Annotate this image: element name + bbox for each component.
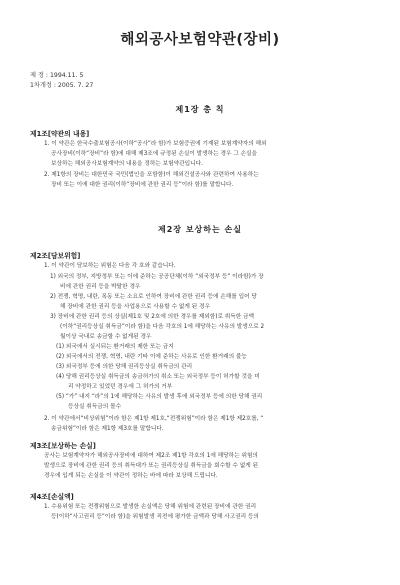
text-line: 경우에 입게 되는 손실을 이 약관이 정하는 바에 따라 보상해 드립니다. [44,473,218,479]
list-item: (1) 외국에서 실시되는 환거래의 제한 또는 금지 [56,344,174,350]
text-line: 송금위험”이라 함은 제1항 제3호를 말합니다. [51,426,164,432]
article-4-title: 제4조[손실액] [30,493,74,501]
text-line: 장비 또는 이에 대한 권리(이하“장비에 관한 권리 등”이라 함)를 말합니다. [51,182,234,188]
chapter-1-heading: 제1장 총 칙 [175,105,225,114]
list-item: 비에 관한 권리 등을 박탈한 경우 [60,284,141,290]
chapter-2-heading: 제2장 보상하는 손실 [158,225,242,234]
list-item: (4) 당해 권리등상실 취득금의 송금허가의 취소 또는 외국정부 등이 허가할 것을 미 [56,374,260,380]
text-line: 1. 수용위험 또는 전쟁위험으로 발생한 손실액은 당해 위험에 관련된 장비에 관한 권리 [44,504,257,510]
list-item: 등상실 취득금의 몰수 [68,404,122,410]
article-1-title: 제1조[약관의 내용] [30,130,90,138]
list-item: 3) 장비에 관한 권리 등의 상실(제1호 및 2호에 의한 경우를 제외함)로 취득한 금액 [50,314,255,320]
article-4-body [44,502,374,522]
text-line: 공사는 보험계약자가 해외공사장비에 대하여 제2조 제1항 각호의 1에 해당하는 위험의 [44,453,258,459]
list-item: (2) 외국에서의 전쟁, 혁명, 내란 기타 이에 준하는 사유로 인한 환거래의 불능 [56,354,247,360]
text-line: 2. 제1항의 장비는 대한민국 국민(법인을 포함함)이 해외건설공사와 관련하여 사용하는 [44,172,259,178]
article-2-items [50,272,374,412]
revision-date: 1차개정 : 2005. 7. 27 [30,82,94,89]
text-line: 공사장비(이하“장비”라 함)에 대해 제3조에 규정된 손실이 발생하는 경우 그 손실을 [51,151,258,157]
list-item: 월이상 국내로 송금할 수 없게된 경우 [60,334,152,340]
list-item: (5) “가” 내지 “라”의 1에 해당하는 사유의 발생 후에 외국정부 등에 의한 당해 권리 [56,394,263,400]
list-item: 리 약정하고 있었던 경우에 그 허가의 거부 [68,384,173,390]
article-2-title: 제2조[담보위험] [30,252,81,260]
text-line: 2. 이 약관에서“비상위험”이라 함은 제1항 제1호,“전쟁위험”이라 함은 제1항 제2호를, “ [44,416,264,422]
article-1-paragraph-1 [44,139,374,169]
enactment-date: 제 정 : 1994.11. 5 [30,72,84,79]
text-line: 보상하는 해외공사보험계약의 내용을 정하는 보험약관입니다. [51,161,203,167]
list-item: 해 장비에 관한 권리 등을 사업용으로 사용할 수 없게 된 경우 [60,304,210,310]
document-title: 해외공사보험약관(장비) [120,32,280,48]
article-2-intro: 1. 이 약관이 담보하는 위험은 다음 각 호와 같습니다. [44,263,176,269]
list-item: 1) 외국의 정부, 지방정부 또는 이에 준하는 공공단체(이하 “외국정부 등” 이라함)가 장 [50,274,264,280]
text-line: 등(이하“사고권리 등”이라 함)을 위험발생 직전에 평가한 금액과 당해 사고권리 등의 [51,514,259,520]
article-1-paragraph-2 [44,170,374,190]
article-2-paragraph-2 [44,414,374,434]
list-item: (이하“권리등상실 취득금”이라 함)을 다음 각호의 1에 해당하는 사유의 발생으로 2 [60,324,265,330]
article-3-body [44,451,374,481]
text-line: 1. 이 약관은 한국수출보험공사(이하“공사”라 함)가 보험증권에 기재된 보험계약자의 해외 [44,141,267,147]
list-item: (3) 외국정부 등에 의한 당해 권리등상실 취득금의 관리 [56,364,193,370]
text-line: 발생으로 장비에 관한 권리 등의 취득대가 또는 권리등상실 취득금을 회수할 수 없게 된 [44,463,258,469]
list-item: 2) 전쟁, 혁명, 내란, 폭동 또는 소요로 인하여 장비에 관한 권리 등에 손해를 입어 당 [50,294,257,300]
article-3-title: 제3조[보상하는 손실] [30,442,96,450]
